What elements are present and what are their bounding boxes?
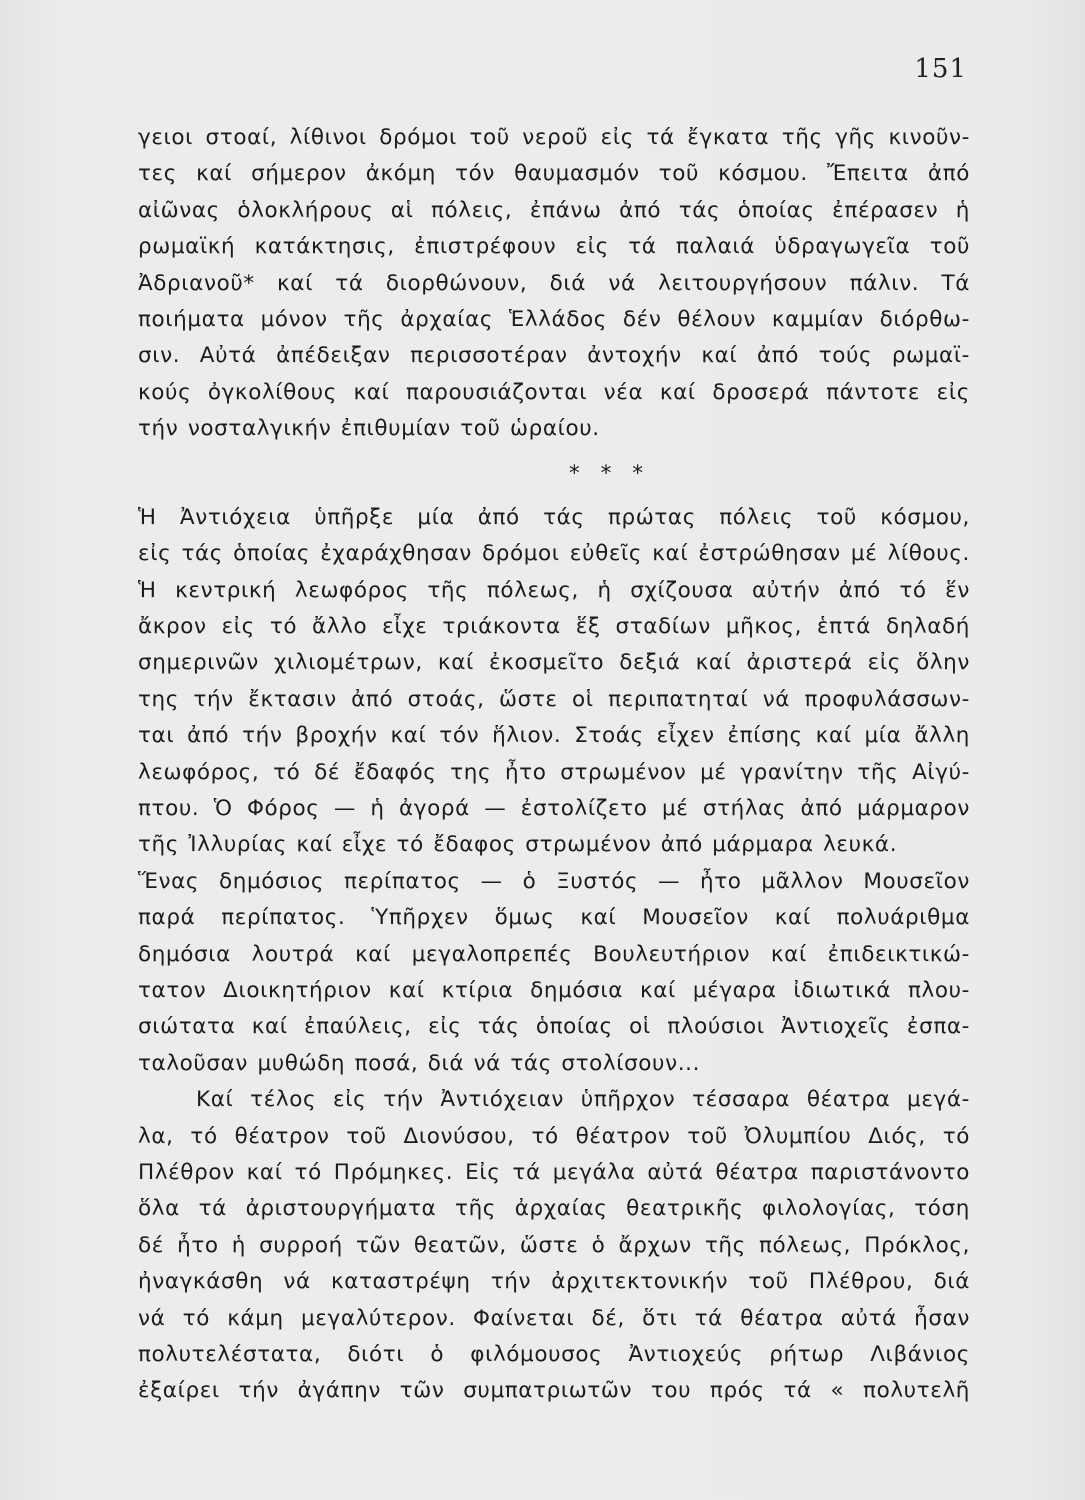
text-line: πτου. Ὁ Φόρος — ἡ ἀγορά — ἐστολίζετο μέ στήλας ἀπό μάρμαρον	[138, 796, 970, 822]
text-line: τες καί σήμερον ἀκόμη τόν θαυμασμόν τοῦ κόσμου. Ἔπειτα ἀπό	[138, 161, 970, 187]
text-line: λεωφόρος, τό δέ ἔδαφός της ἦτο στρωμένον μέ γρανίτην τῆς Αἰγύ-	[138, 759, 970, 785]
text-line: νά τό κάμη μεγαλύτερον. Φαίνεται δέ, ὅτι τά θέατρα αὐτά ἦσαν	[138, 1305, 970, 1331]
text-line: δέ ἦτο ἡ συρροή τῶν θεατῶν, ὥστε ὁ ἄρχων τῆς πόλεως, Πρόκλος,	[138, 1232, 970, 1258]
text-line: Καί τέλος εἰς τήν Ἀντιόχειαν ὑπῆρχον τέσσαρα θέατρα μεγά-	[196, 1087, 970, 1113]
text-line: ἐξαίρει τήν ἀγάπην τῶν συμπατριωτῶν του πρός τά « πολυτελῆ	[138, 1378, 970, 1404]
text-line: εἰς τάς ὁποίας ἐχαράχθησαν δρόμοι εὐθεῖς καί ἐστρώθησαν μέ λίθους.	[138, 541, 970, 567]
text-line: ταλοῦσαν μυθώδη ποσά, διά νά τάς στολίσουν...	[138, 1050, 701, 1076]
text-line: γειοι στοαί, λίθινοι δρόμοι τοῦ νεροῦ εἰς τά ἔγκατα τῆς γῆς κινοῦν-	[138, 125, 970, 150]
text-line: δημόσια λουτρά καί μεγαλοπρεπές Βουλευτήριον καί ἐπιδεικτικώ-	[138, 941, 970, 967]
paragraph-4	[138, 1082, 970, 1410]
text-line: της τήν ἔκτασιν ἀπό στοάς, ὥστε οἱ περιπατηταί νά προφυλάσσων-	[138, 686, 970, 712]
text-line: ἠναγκάσθη νά καταστρέψη τήν ἀρχιτεκτονικήν τοῦ Πλέθρου, διά	[138, 1269, 970, 1295]
text-line: Ἕνας δημόσιος περίπατος — ὁ Ξυστός — ἦτο μᾶλλον Μουσεῖον	[138, 868, 970, 894]
text-line: αἰῶνας ὁλοκλήρους αἱ πόλεις, ἐπάνω ἀπό τάς ὁποίας ἐπέρασεν ἡ	[138, 197, 970, 223]
text-line: τῆς Ἰλλυρίας καί εἶχε τό ἔδαφος στρωμένον ἀπό μάρμαρα λευκά.	[138, 832, 898, 858]
paragraph-3	[138, 864, 970, 1082]
text-line: ται ἀπό τήν βροχήν καί τόν ἥλιον. Στοάς εἶχεν ἐπίσης καί μία ἄλλη	[138, 723, 970, 749]
text-line: τατον Διοικητήριον καί κτίρια δημόσια καί μέγαρα ἰδιωτικά πλου-	[138, 977, 970, 1003]
body-text	[138, 120, 970, 1410]
page-number: 151	[914, 54, 967, 84]
text-line: Πλέθρον καί τό Πρόμηκες. Εἰς τά μεγάλα αὐτά θέατρα παριστάνοντο	[138, 1159, 970, 1185]
text-line: σημερινῶν χιλιομέτρων, καί ἐκοσμεῖτο δεξιά καί ἀριστερά εἰς ὅλην	[138, 650, 970, 676]
text-line: ἄκρον εἰς τό ἄλλο εἶχε τριάκοντα ἕξ σταδίων μῆκος, ἑπτά δηλαδή	[138, 614, 970, 640]
text-line: κούς ὀγκολίθους καί παρουσιάζονται νέα καί δροσερά πάντοτε εἰς	[138, 379, 970, 405]
text-line: Ἡ Ἀντιόχεια ὑπῆρξε μία ἀπό τάς πρώτας πόλεις τοῦ κόσμου,	[138, 504, 970, 530]
text-line: Ἀδριανοῦ* καί τά διορθώνουν, διά νά λειτουργήσουν πάλιν. Τά	[138, 270, 970, 296]
paragraph-1	[138, 120, 970, 448]
text-line: παρά περίπατος. Ὑπῆρχεν ὅμως καί Μουσεῖον καί πολυάριθμα	[138, 905, 970, 931]
text-line: Ἡ κεντρική λεωφόρος τῆς πόλεως, ἡ σχίζουσα αὐτήν ἀπό τό ἕν	[138, 577, 970, 603]
section-separator: * * *	[569, 460, 649, 486]
text-line: σιώτατα καί ἐπαύλεις, εἰς τάς ὁποίας οἱ πλούσιοι Ἀντιοχεῖς ἐσπα-	[138, 1014, 970, 1040]
text-line: τήν νοσταλγικήν ἐπιθυμίαν τοῦ ὡραίου.	[138, 416, 600, 442]
text-line: πολυτελέστατα, διότι ὁ φιλόμουσος Ἀντιοχεύς ρήτωρ Λιβάνιος	[138, 1341, 970, 1367]
text-line: ρωμαϊκή κατάκτησις, ἐπιστρέφουν εἰς τά παλαιά ὑδραγωγεῖα τοῦ	[138, 234, 970, 260]
text-line: σιν. Αὐτά ἀπέδειξαν περισσοτέραν ἀντοχήν καί ἀπό τούς ρωμαϊ-	[138, 343, 970, 369]
text-line: ὅλα τά ἀριστουργήματα τῆς ἀρχαίας θεατρικῆς φιλολογίας, τόση	[138, 1196, 970, 1222]
paragraph-2	[138, 500, 970, 864]
text-line: ποιήματα μόνον τῆς ἀρχαίας Ἑλλάδος δέν θέλουν καμμίαν διόρθω-	[138, 306, 970, 332]
text-line: λα, τό θέατρον τοῦ Διονύσου, τό θέατρον τοῦ Ὀλυμπίου Διός, τό	[138, 1123, 970, 1149]
